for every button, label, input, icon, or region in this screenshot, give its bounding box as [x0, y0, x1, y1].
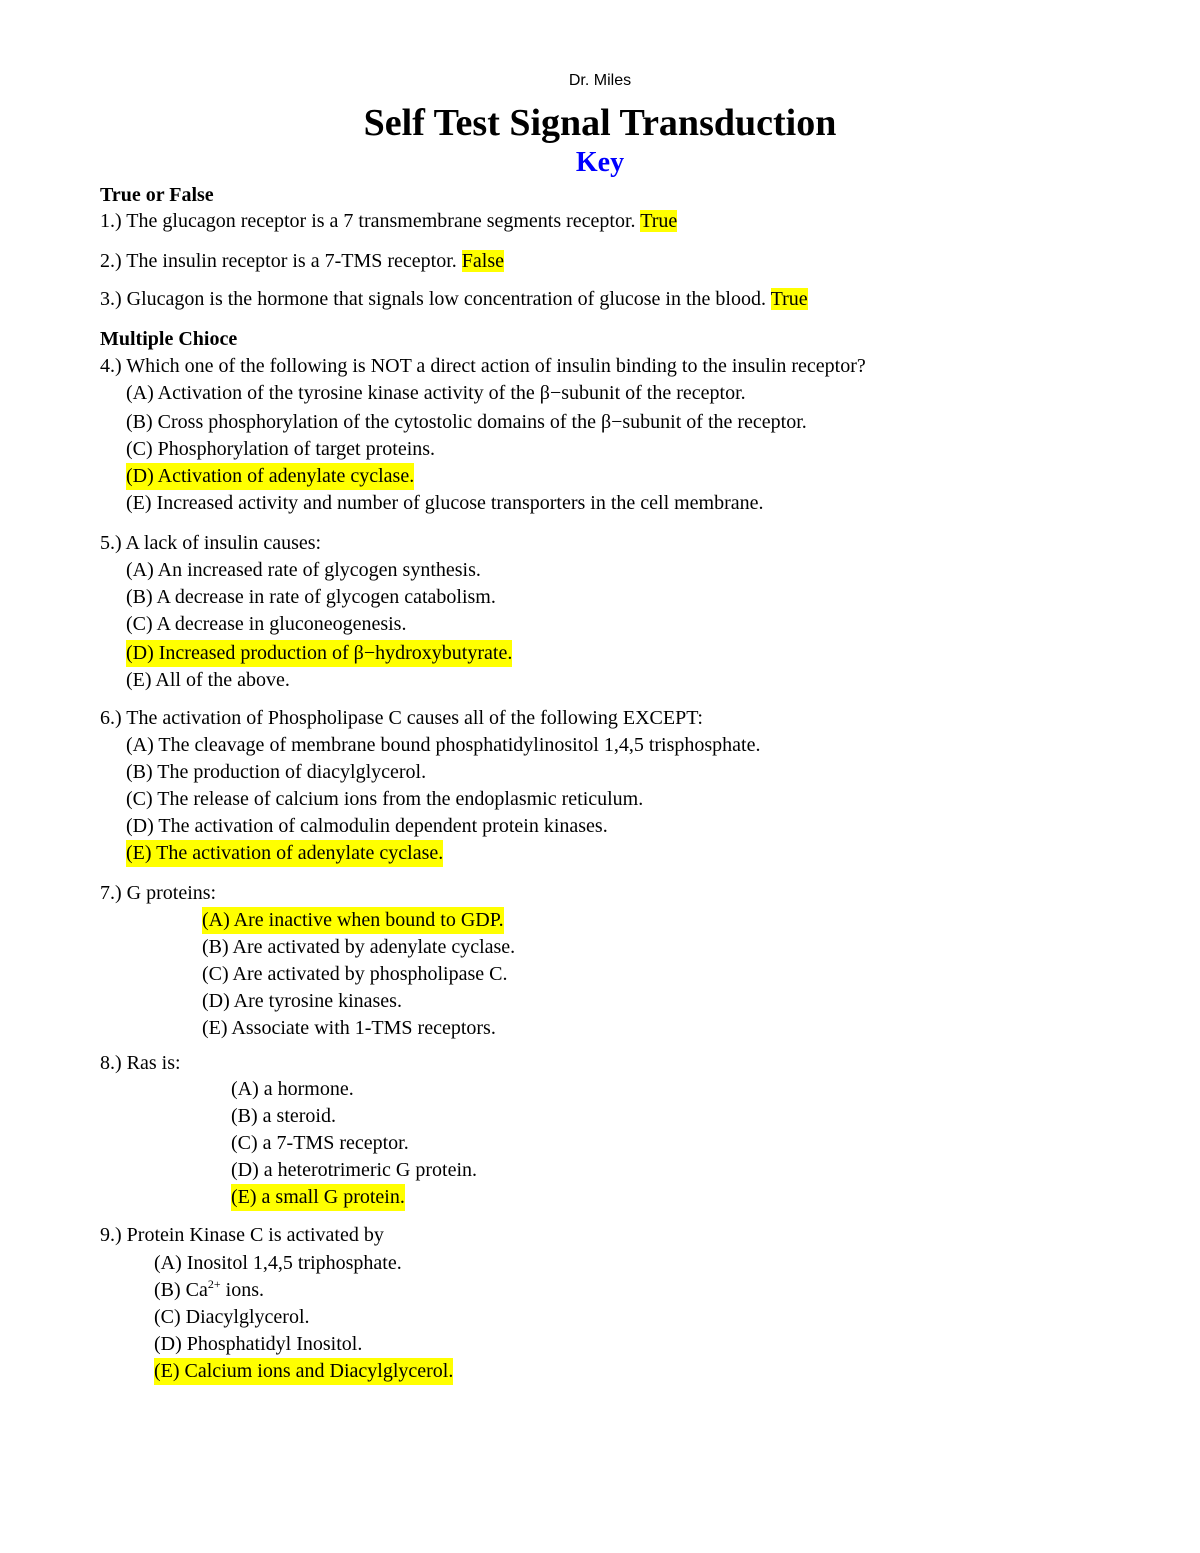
q8-option-a: (A) a hormone.	[231, 1078, 354, 1100]
question-5-stem: 5.) A lack of insulin causes:	[100, 532, 322, 554]
question-9-stem: 9.) Protein Kinase C is activated by	[100, 1224, 384, 1246]
q5-option-b: (B) A decrease in rate of glycogen catabolism.	[126, 586, 496, 608]
q8-option-e-answer: (E) a small G protein.	[231, 1184, 405, 1211]
question-6-stem: 6.) The activation of Phospholipase C causes all of the following EXCEPT:	[100, 707, 703, 729]
section-multiple-choice: Multiple Chioce	[100, 328, 238, 350]
q5-option-c: (C) A decrease in gluconeogenesis.	[126, 613, 407, 635]
question-4-stem: 4.) Which one of the following is NOT a direct action of insulin binding to the insulin receptor?	[100, 355, 866, 377]
q4-option-a: (A) Activation of the tyrosine kinase activity of the β−subunit of the receptor.	[126, 382, 746, 404]
author-line: Dr. Miles	[568, 72, 632, 89]
question-3	[100, 286, 808, 312]
section-true-false: True or False	[100, 184, 214, 206]
q5-option-e: (E) All of the above.	[126, 669, 290, 691]
question-7-stem: 7.) G proteins:	[100, 882, 217, 904]
question-2-answer: False	[461, 250, 504, 272]
page-title: Self Test Signal Transduction	[363, 102, 837, 144]
q8-option-c: (C) a 7-TMS receptor.	[231, 1132, 409, 1154]
q7-option-b: (B) Are activated by adenylate cyclase.	[202, 936, 516, 958]
q9-option-b	[154, 1277, 264, 1304]
question-2	[100, 248, 504, 274]
q7-option-d: (D) Are tyrosine kinases.	[202, 990, 402, 1012]
q9-option-b-suffix: ions.	[220, 1279, 265, 1301]
q6-option-e-answer: (E) The activation of adenylate cyclase.	[126, 840, 443, 867]
q6-option-c: (C) The release of calcium ions from the endoplasmic reticulum.	[126, 788, 644, 810]
question-1-text: 1.) The glucagon receptor is a 7 transmembrane segments receptor.	[100, 210, 636, 232]
q4-option-d-answer: (D) Activation of adenylate cyclase.	[126, 463, 414, 490]
q8-option-d: (D) a heterotrimeric G protein.	[231, 1159, 478, 1181]
q9-option-a: (A) Inositol 1,4,5 triphosphate.	[154, 1252, 402, 1274]
q4-option-b: (B) Cross phosphorylation of the cytostolic domains of the β−subunit of the receptor.	[126, 411, 807, 433]
q6-option-a: (A) The cleavage of membrane bound phosphatidylinositol 1,4,5 trisphosphate.	[126, 734, 761, 756]
key-subtitle: Key	[575, 147, 625, 178]
question-3-answer: True	[770, 288, 808, 310]
q8-option-b: (B) a steroid.	[231, 1105, 336, 1127]
question-1	[100, 208, 677, 234]
q4-option-e: (E) Increased activity and number of glucose transporters in the cell membrane.	[126, 492, 764, 514]
q9-option-d: (D) Phosphatidyl Inositol.	[154, 1333, 363, 1355]
q9-option-b-text: (B) Ca	[154, 1279, 208, 1301]
q9-option-e-answer: (E) Calcium ions and Diacylglycerol.	[154, 1358, 453, 1385]
q5-option-d-answer: (D) Increased production of β−hydroxybutyrate.	[126, 640, 512, 667]
q7-option-e: (E) Associate with 1-TMS receptors.	[202, 1017, 496, 1039]
q7-option-a-answer: (A) Are inactive when bound to GDP.	[202, 907, 504, 934]
question-8-stem: 8.) Ras is:	[100, 1052, 181, 1074]
question-1-answer: True	[640, 210, 678, 232]
q9-option-c: (C) Diacylglycerol.	[154, 1306, 310, 1328]
question-3-text: 3.) Glucagon is the hormone that signals low concentration of glucose in the blood.	[100, 288, 766, 310]
ca-superscript: 2+	[207, 1277, 221, 1291]
q5-option-a: (A) An increased rate of glycogen synthesis.	[126, 559, 481, 581]
q7-option-c: (C) Are activated by phospholipase C.	[202, 963, 508, 985]
q4-option-c: (C) Phosphorylation of target proteins.	[126, 438, 436, 460]
q6-option-b: (B) The production of diacylglycerol.	[126, 761, 427, 783]
question-2-text: 2.) The insulin receptor is a 7-TMS receptor.	[100, 250, 457, 272]
q6-option-d: (D) The activation of calmodulin dependent protein kinases.	[126, 815, 608, 837]
